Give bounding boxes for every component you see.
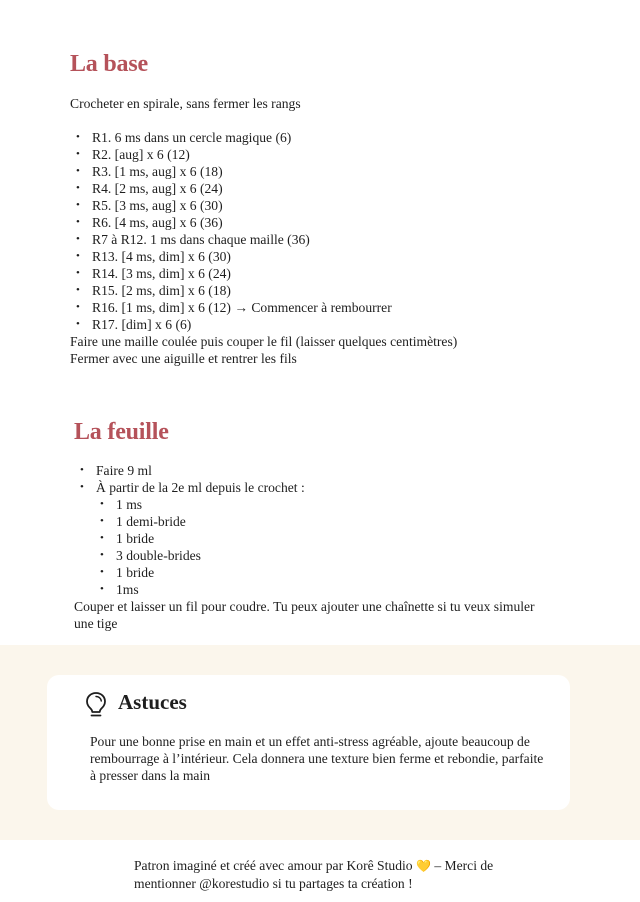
round-item: • R6. [4 ms, aug] x 6 (36) [70, 214, 392, 231]
section-title-base: La base [70, 51, 148, 77]
base-note: Fermer avec une aiguille et rentrer les fils [70, 351, 297, 366]
round-item: • R4. [2 ms, aug] x 6 (24) [70, 180, 392, 197]
round-item: • R17. [dim] x 6 (6) [70, 316, 392, 333]
round-item: • R3. [1 ms, aug] x 6 (18) [70, 163, 392, 180]
round-item: • R2. [aug] x 6 (12) [70, 146, 392, 163]
round-item: • R14. [3 ms, dim] x 6 (24) [70, 265, 392, 282]
round-item: • R16. [1 ms, dim] x 6 (12) → Commencer à rembourrer [70, 299, 392, 316]
leaf-substep: • 1ms [94, 581, 305, 598]
base-notes [70, 333, 457, 367]
lightbulb-icon [84, 691, 108, 719]
round-item: • R13. [4 ms, dim] x 6 (30) [70, 248, 392, 265]
tips-body: Pour une bonne prise en main et un effet anti-stress agréable, ajoute beaucoup de rembourrage à l’intérieur. Cela donnera une texture bien ferme et rebondie, parfaite à presser dans la main [90, 734, 544, 783]
base-intro: Crocheter en spirale, sans fermer les rangs [70, 96, 301, 111]
leaf-steps-list [74, 462, 305, 598]
leaf-step: • À partir de la 2e ml depuis le crochet : [74, 479, 305, 496]
leaf-step: • Faire 9 ml [74, 462, 305, 479]
leaf-substep: • 1 bride [94, 530, 305, 547]
leaf-substep: • 1 ms [94, 496, 305, 513]
yellow-heart-icon: 💛 [415, 859, 431, 873]
leaf-substep: • 1 demi-bride [94, 513, 305, 530]
footer-credit [134, 857, 514, 892]
round-item: • R1. 6 ms dans un cercle magique (6) [70, 129, 392, 146]
rounds-list [70, 129, 392, 333]
round-item: • R7 à R12. 1 ms dans chaque maille (36) [70, 231, 392, 248]
tips-card [47, 675, 570, 810]
footer-text-after: – Merci de mentionner @korestudio si tu partages ta création ! [134, 858, 494, 891]
leaf-substeps-list [74, 496, 305, 598]
round-item: • R15. [2 ms, dim] x 6 (18) [70, 282, 392, 299]
leaf-substep: • 3 double-brides [94, 547, 305, 564]
leaf-notes: Couper et laisser un fil pour coudre. Tu peux ajouter une chaînette si tu veux simuler une tige [74, 599, 535, 631]
section-title-feuille: La feuille [74, 419, 169, 445]
leaf-substep: • 1 bride [94, 564, 305, 581]
round-item: • R5. [3 ms, aug] x 6 (30) [70, 197, 392, 214]
footer-text-before: Patron imaginé et créé avec amour par Korê Studio [134, 858, 413, 873]
tips-title: Astuces [118, 690, 187, 714]
tips-band [0, 645, 640, 840]
base-note: Faire une maille coulée puis couper le fil (laisser quelques centimètres) [70, 334, 458, 349]
